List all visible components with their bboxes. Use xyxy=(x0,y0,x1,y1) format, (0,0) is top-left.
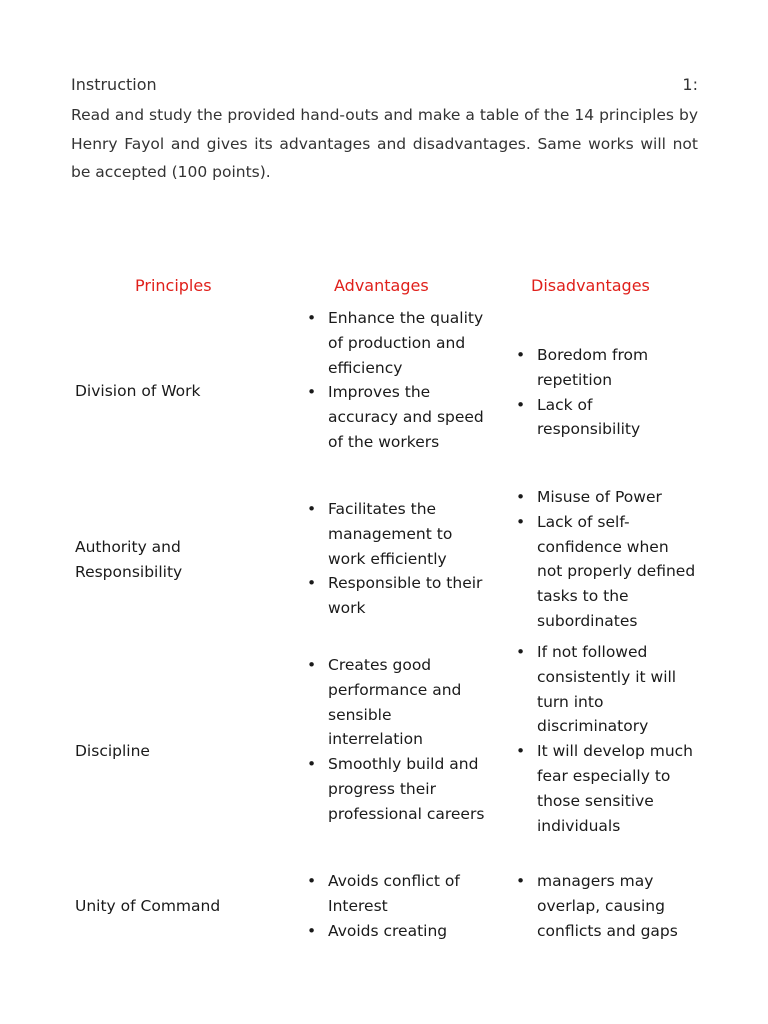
list-item: • If not followed consistently it will turn into discriminatory xyxy=(514,640,696,739)
list-item: • Misuse of Power xyxy=(514,485,696,510)
disadvantages-division-of-work xyxy=(514,343,696,442)
instruction-text: Read and study the provided hand-outs and make a table of the 14 principles by Henry Fayol and gives its advantages and disadvantages. Same works will not be accepted (100 points). xyxy=(71,106,698,181)
instruction-label: Instruction xyxy=(71,75,157,94)
header-disadvantages: Disadvantages xyxy=(531,276,650,295)
instruction-number: 1: xyxy=(682,75,698,94)
list-item: • Avoids conflict of Interest xyxy=(305,869,490,919)
principle-discipline: Discipline xyxy=(75,742,150,760)
disadvantages-unity-of-command xyxy=(514,869,696,943)
list-item: • Lack of responsibility xyxy=(514,393,696,443)
instruction-header xyxy=(71,74,698,96)
advantages-division-of-work xyxy=(305,306,490,455)
list-item: • Improves the accuracy and speed of the workers xyxy=(305,380,490,454)
disadvantages-discipline xyxy=(514,640,696,838)
list-item: • Enhance the quality of production and efficiency xyxy=(305,306,490,380)
header-principles: Principles xyxy=(135,276,212,295)
list-item: • managers may overlap, causing conflicts and gaps xyxy=(514,869,696,943)
list-item: • Responsible to their work xyxy=(305,571,490,621)
principle-authority-responsibility: Authority and Responsibility xyxy=(75,538,183,581)
disadvantages-authority-responsibility xyxy=(514,485,696,634)
list-item: • Smoothly build and progress their professional careers xyxy=(305,752,490,826)
advantages-authority-responsibility xyxy=(305,497,490,621)
list-item: • Avoids creating xyxy=(305,919,490,944)
principle-division-of-work: Division of Work xyxy=(75,382,201,400)
list-item: • Creates good performance and sensible interrelation xyxy=(305,653,490,752)
header-advantages: Advantages xyxy=(334,276,429,295)
advantages-unity-of-command xyxy=(305,869,490,943)
list-item: • It will develop much fear especially to those sensitive individuals xyxy=(514,739,696,838)
list-item: • Boredom from repetition xyxy=(514,343,696,393)
list-item: • Lack of self-confidence when not properly defined tasks to the subordinates xyxy=(514,510,696,634)
advantages-discipline xyxy=(305,653,490,827)
principle-unity-of-command: Unity of Command xyxy=(75,897,221,915)
list-item: • Facilitates the management to work efficiently xyxy=(305,497,490,571)
